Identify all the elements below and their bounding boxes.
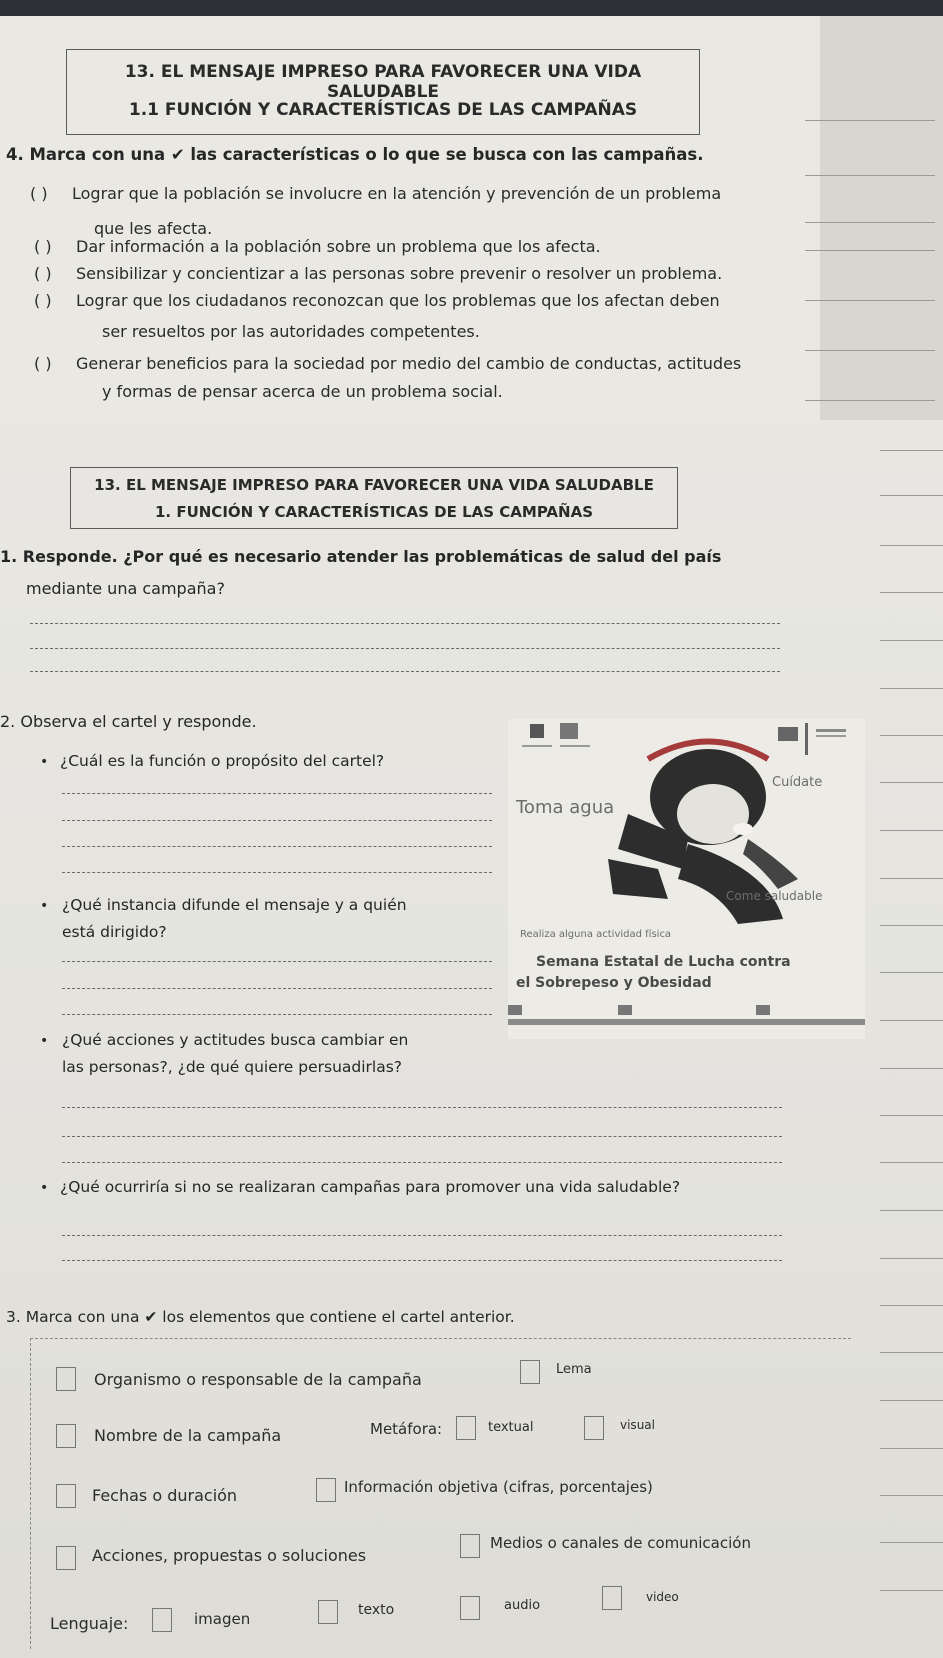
poster-come-saludable: Come saludable <box>726 889 823 903</box>
question-4: 4. Marca con una ✔ las características o lo que se busca con las campañas. <box>6 145 704 164</box>
label-lenguaje: Lenguaje: <box>50 1614 129 1633</box>
option-3: ( ) Sensibilizar y concientizar a las personas sobre prevenir o resolver un problema. <box>34 264 723 283</box>
checkbox-acciones[interactable] <box>56 1546 76 1570</box>
poster-realiza: Realiza alguna actividad física <box>520 929 672 940</box>
checkbox-informacion[interactable] <box>316 1478 336 1502</box>
label-texto: texto <box>358 1602 395 1618</box>
q2-bullet-2-line1: ¿Qué instancia difunde el mensaje y a quién <box>62 896 407 914</box>
answer-line[interactable] <box>62 872 492 873</box>
q2-bullet-3-line2: las personas?, ¿de qué quiere persuadirlas? <box>62 1058 403 1076</box>
checkbox-imagen[interactable] <box>152 1608 172 1632</box>
worksheet-top <box>0 16 820 420</box>
label-acciones: Acciones, propuestas o soluciones <box>92 1546 367 1565</box>
answer-line[interactable] <box>62 1162 782 1163</box>
checkbox-lema[interactable] <box>520 1360 540 1384</box>
bullet-dot: • <box>40 1180 49 1196</box>
answer-line[interactable] <box>62 820 492 821</box>
title-a-line2: 1.1 FUNCIÓN Y CARACTERÍSTICAS DE LAS CAMPAÑAS <box>128 100 638 120</box>
answer-line[interactable] <box>62 1107 782 1108</box>
option-5-line2: y formas de pensar acerca de un problema social. <box>102 382 503 401</box>
option-4-line1: ( ) Lograr que los ciudadanos reconozcan que los problemas que los afectan deben <box>34 291 720 310</box>
checkbox-texto[interactable] <box>318 1600 338 1624</box>
checkbox-organismo[interactable] <box>56 1367 76 1391</box>
checkbox-textual[interactable] <box>456 1416 476 1440</box>
bullet-dot: • <box>40 754 49 770</box>
title-b-line2: 1. FUNCIÓN Y CARACTERÍSTICAS DE LAS CAMPAÑAS <box>154 503 594 521</box>
option-4-line2: ser resueltos por las autoridades competentes. <box>102 322 480 341</box>
checkbox-nombre[interactable] <box>56 1424 76 1448</box>
title-b-line1: 13. EL MENSAJE IMPRESO PARA FAVORECER UNA VIDA SALUDABLE <box>94 476 654 494</box>
title-a-line1: 13. EL MENSAJE IMPRESO PARA FAVORECER UNA VIDA SALUDABLE <box>124 62 642 102</box>
question-3: 3. Marca con una ✔ los elementos que contiene el cartel anterior. <box>6 1308 515 1326</box>
answer-line[interactable] <box>62 988 492 989</box>
q2-bullet-2-line2: está dirigido? <box>62 923 167 941</box>
answer-line[interactable] <box>30 623 780 624</box>
top-dark-edge <box>0 0 943 16</box>
label-fechas: Fechas o duración <box>92 1486 238 1505</box>
label-nombre: Nombre de la campaña <box>94 1426 282 1445</box>
answer-line[interactable] <box>62 1260 782 1261</box>
label-textual: textual <box>488 1420 534 1435</box>
poster-semana-line1: Semana Estatal de Lucha contra <box>536 954 791 970</box>
poster-toma-agua: Toma agua <box>516 797 615 818</box>
answer-line[interactable] <box>62 1014 492 1015</box>
label-imagen: imagen <box>194 1610 251 1628</box>
option-5-line1: ( ) Generar beneficios para la sociedad por medio del cambio de conductas, actitudes <box>34 354 742 373</box>
answer-line[interactable] <box>62 1235 782 1236</box>
checkbox-visual[interactable] <box>584 1416 604 1440</box>
q2-bullet-3-line1: ¿Qué acciones y actitudes busca cambiar en <box>62 1031 409 1049</box>
q2-bullet-4: ¿Qué ocurriría si no se realizaran campañas para promover una vida saludable? <box>60 1178 681 1196</box>
poster-semana-line2: el Sobrepeso y Obesidad <box>516 975 712 991</box>
title-box-a <box>66 49 700 135</box>
checkbox-fechas[interactable] <box>56 1484 76 1508</box>
question-2: 2. Observa el cartel y responde. <box>0 712 257 731</box>
answer-line[interactable] <box>62 961 492 962</box>
title-box-b <box>70 467 678 529</box>
poster-cuidate: Cuídate <box>772 775 823 790</box>
label-organismo: Organismo o responsable de la campaña <box>94 1370 422 1389</box>
option-2: ( ) Dar información a la población sobre un problema que los afecta. <box>34 237 601 256</box>
health-poster <box>508 719 865 1039</box>
bullet-dot: • <box>40 1033 49 1049</box>
bullet-dot: • <box>40 898 49 914</box>
question-1-line1: 1. Responde. ¿Por qué es necesario atender las problemáticas de salud del país <box>0 547 722 566</box>
q2-bullet-1: ¿Cuál es la función o propósito del cartel? <box>60 752 385 770</box>
answer-line[interactable] <box>62 793 492 794</box>
answer-line[interactable] <box>30 648 780 649</box>
option-1-line1: ( ) Lograr que la población se involucre en la atención y prevención de un problema <box>30 184 722 203</box>
question-1-line2: mediante una campaña? <box>26 579 225 598</box>
checkbox-audio[interactable] <box>460 1596 480 1620</box>
label-audio: audio <box>504 1598 541 1613</box>
answer-line[interactable] <box>62 846 492 847</box>
label-lema: Lema <box>556 1362 592 1377</box>
poster-graphic <box>508 719 865 1039</box>
label-metafora: Metáfora: <box>370 1420 443 1438</box>
label-informacion: Información objetiva (cifras, porcentajes) <box>344 1478 653 1496</box>
checkbox-medios[interactable] <box>460 1534 480 1558</box>
label-medios: Medios o canales de comunicación <box>490 1534 751 1552</box>
label-visual: visual <box>620 1418 655 1432</box>
option-1-line2: que les afecta. <box>94 219 213 238</box>
answer-line[interactable] <box>30 671 780 672</box>
label-video: video <box>646 1590 679 1604</box>
checkbox-video[interactable] <box>602 1586 622 1610</box>
answer-line[interactable] <box>62 1136 782 1137</box>
